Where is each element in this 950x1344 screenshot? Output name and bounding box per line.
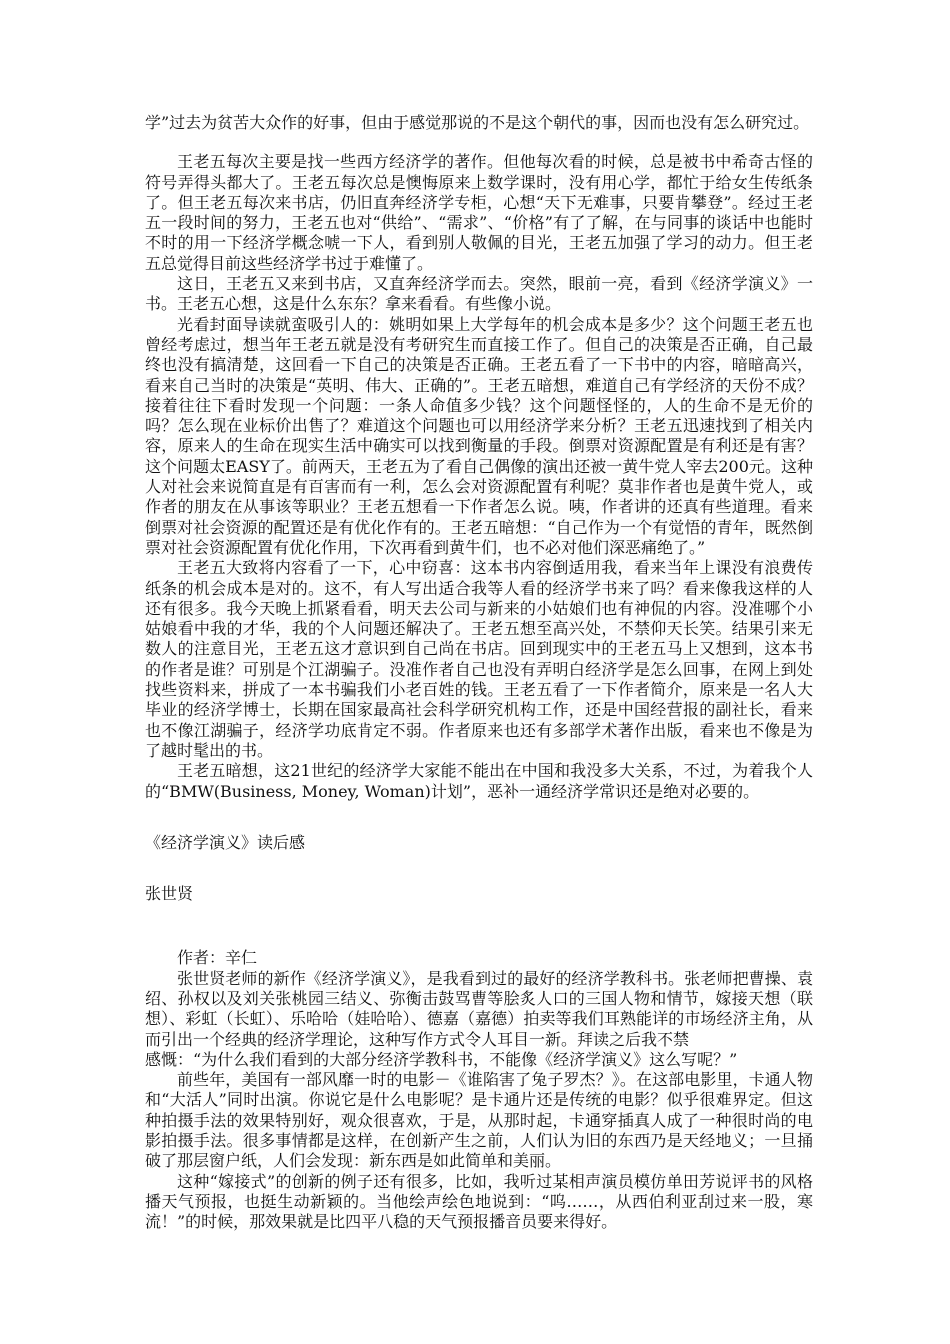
paragraph: 光看封面导读就蛮吸引人的：姚明如果上大学每年的机会成本是多少？这个问题王老五也曾经考虑过，想当年王老五就是没有考研究生而直接工作了。但自己的决策是否正确，自己最终也没有搞清楚，这回看一下自己的决策是否正确。王老五看了一下书中的内容，暗暗高兴，看来自己当时的决策是“英明、伟大、正确的”。王老五暗想，难道自己有学经济的天份不成？接着往往下看时发现一个问题：一条人命值多少钱？这个问题怪怪的，人的生命不是无价的吗？怎么现在业标价出售了？难道这个问题也可以用经济学来分析？王老五迅速找到了相关内容，原来人的生命在现实生活中确实可以找到衡量的手段。倒票对资源配置是有利还是有害？这个问题太EASY了。前两天，王老五为了看自己偶像的演出还被一黄牛党人宰去200元。这种人对社会来说简直是有百害而有一利，怎么会对资源配置有利呢？莫非作者也是黄牛党人，或作者的朋友在从事该等职业？王老五想看一下作者怎么说。咦，作者讲的还真有些道理。看来倒票对社会资源的配置还是有优化作有的。王老五暗想：“自己作为一个有觉悟的青年，既然倒票对社会资源配置有优化作用，下次再看到黄牛们，也不必对他们深恶痛绝了。” <box>145 314 813 557</box>
article-author-name: 张世贤 <box>145 884 194 904</box>
article-title: 《经济学演义》读后感 <box>145 832 306 852</box>
paragraph: 张世贤老师的新作《经济学演义》，是我看到过的最好的经济学教科书。张老师把曹操、袁绍、孙权以及刘关张桃园三结义、弥衡击鼓骂曹等脍炙人口的三国人物和情节，嫁接天想（联想）、彩虹（长虹）、乐哈哈（娃哈哈）、德嘉（嘉德）拍卖等我们耳熟能详的市场经济主角，从而引出一个经典的经济学理论，这种写作方式令人耳目一新。拜读之后我不禁 <box>145 968 813 1049</box>
paragraph-continuation: 学”过去为贫苦大众作的好事，但由于感觉那说的不是这个朝代的事，因而也没有怎么研究过。 <box>145 113 810 132</box>
paragraph: 王老五大致将内容看了一下，心中窃喜：这本书内容倒适用我，看来当年上课没有浪费传纸条的机会成本是对的。这不，有人写出适合我等人看的经济学书来了吗？看来像我这样的人还有很多。我今天晚上抓紧看看，明天去公司与新来的小姑娘们也有神侃的内容。没准哪个小姑娘看中我的才华，我的个人问题还解决了。王老五想至高兴处，不禁仰天长笑。结果引来无数人的注意目光，王老五这才意识到自己尚在书店。回到现实中的王老五马上又想到，这本书的作者是谁？可别是个江湖骗子。没准作者自己也没有弄明白经济学是怎么回事，在网上到处找些资料来，拼成了一本书骗我们小老百姓的钱。王老五看了一下作者简介，原来是一名人大毕业的经济学博士，长期在国家最高社会科学研究机构工作，还是中国经营报的副社长，看来也不像江湖骗子，经济学功底肯定不弱。作者原来也还有多部学术著作出版，看来也不像是为了越时髦出的书。 <box>145 558 813 760</box>
paragraph-continuation: 感慨：“为什么我们看到的大部分经济学教科书，不能像《经济学演义》这么写呢？” <box>145 1049 738 1069</box>
paragraph: 这种“嫁接式”的创新的例子还有很多，比如，我听过某相声演员模仿单田芳说评书的风格播天气预报，也挺生动新颖的。当他绘声绘色地说到：“呜……，从西伯利亚刮过来一股，寒流！”的时候，那效果就是比四平八稳的天气预报播音员要来得好。 <box>145 1171 813 1232</box>
document-body <box>145 113 813 1233</box>
paragraph: 这日，王老五又来到书店，又直奔经济学而去。突然，眼前一亮，看到《经济学演义》一书。王老五心想，这是什么东东？拿来看看。有些像小说。 <box>145 274 813 314</box>
section-gap <box>145 802 813 833</box>
section-gap <box>145 853 813 884</box>
paragraph: 王老五每次主要是找一些西方经济学的著作。但他每次看的时候，总是被书中希奇古怪的符号弄得头都大了。王老五每次总是懊悔原来上数学课时，没有用心学，都忙于给女生传纸条了。但王老五每次来书店，仍旧直奔经济学专柜，心想“天下无难事，只要肯攀登”。经过王老五一段时间的努力，王老五也对“供给”、“需求”、“价格”有了了解，在与同事的谈话中也能时不时的用一下经济学概念唬一下人，看到别人敬佩的目光，王老五加强了学习的动力。但王老五总觉得目前这些经济学书过于难懂了。 <box>145 152 813 273</box>
paragraph: 前些年，美国有一部风靡一时的电影－《谁陷害了兔子罗杰？》。在这部电影里，卡通人物和“大活人”同时出演。你说它是什么电影呢？是卡通片还是传统的电影？似乎很难界定。但这种拍摄手法的效果特别好，观众很喜欢，于是，从那时起，卡通穿插真人成了一种很时尚的电影拍摄手法。很多事情都是这样，在创新产生之前，人们认为旧的东西乃是天经地义；一旦捅破了那层窗户纸，人们会发现：新东西是如此简单和美丽。 <box>145 1070 813 1171</box>
byline: 作者：辛仁 <box>177 948 258 968</box>
section-gap <box>145 904 813 948</box>
paragraph: 王老五暗想，这21世纪的经济学大家能不能出在中国和我没多大关系，不过，为着我个人的“BMW(Business, Money, Woman)计划”，恶补一通经济学常识还是绝对必要的。 <box>145 761 813 801</box>
paragraph-gap <box>145 133 813 152</box>
